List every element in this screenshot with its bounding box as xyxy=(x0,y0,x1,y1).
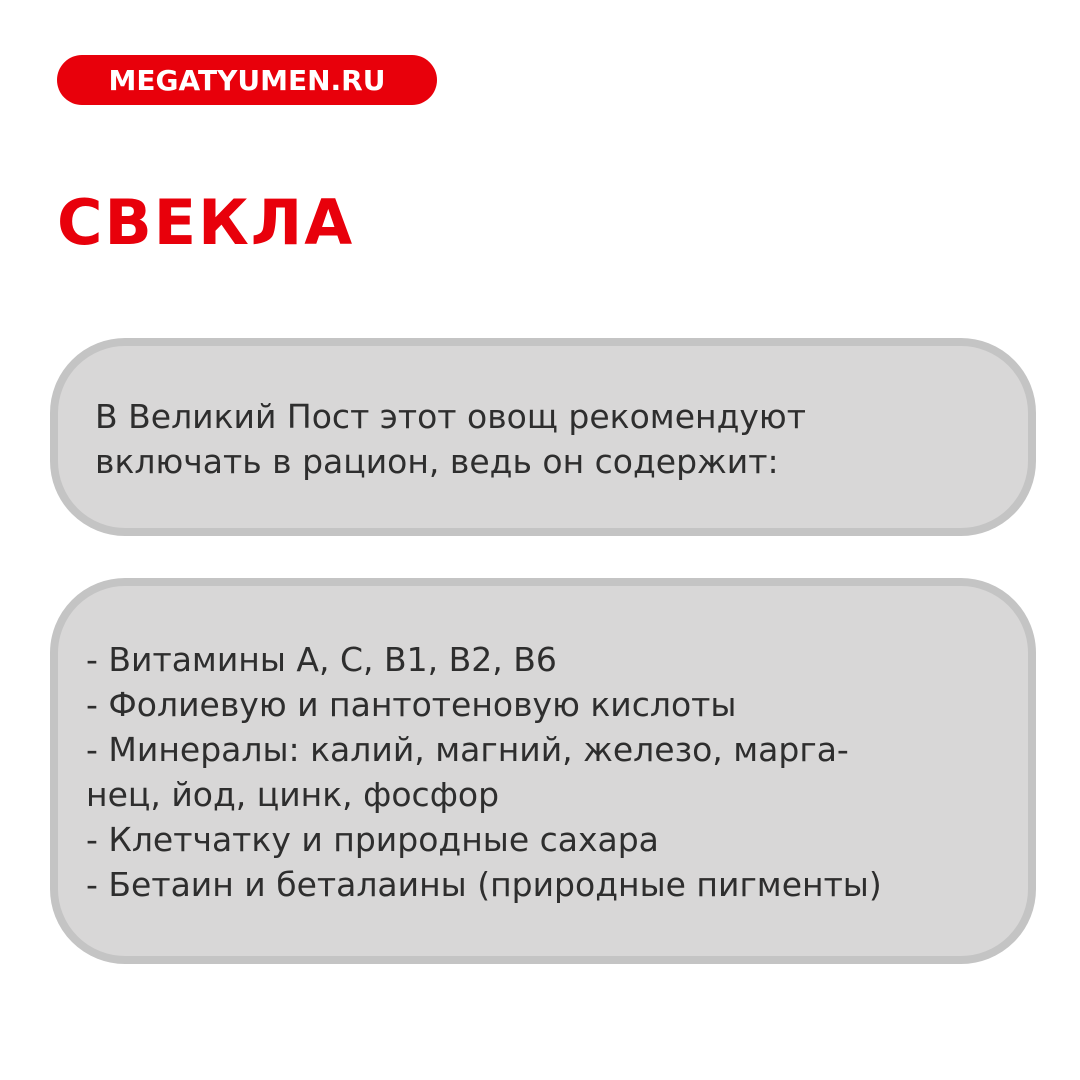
page-title: СВЕКЛА xyxy=(57,186,355,259)
list-item: - Витамины А, С, В1, В2, В6 xyxy=(86,640,557,679)
intro-text xyxy=(95,394,995,484)
list-item: - Бетаин и беталаины (природные пигменты) xyxy=(86,865,882,904)
nutrients-card xyxy=(50,578,1036,964)
list-item: - Минералы: калий, магний, железо, марга- xyxy=(86,730,849,769)
site-badge: MEGATYUMEN.RU xyxy=(57,55,437,105)
intro-line: включать в рацион, ведь он содержит: xyxy=(95,442,779,481)
list-item: нец, йод, цинк, фосфор xyxy=(86,775,500,814)
list-item: - Фолиевую и пантотеновую кислоты xyxy=(86,685,737,724)
intro-line: В Великий Пост этот овощ рекомендуют xyxy=(95,397,806,436)
nutrient-list xyxy=(86,637,882,907)
list-item: - Клетчатку и природные сахара xyxy=(86,820,659,859)
intro-card xyxy=(50,338,1036,536)
